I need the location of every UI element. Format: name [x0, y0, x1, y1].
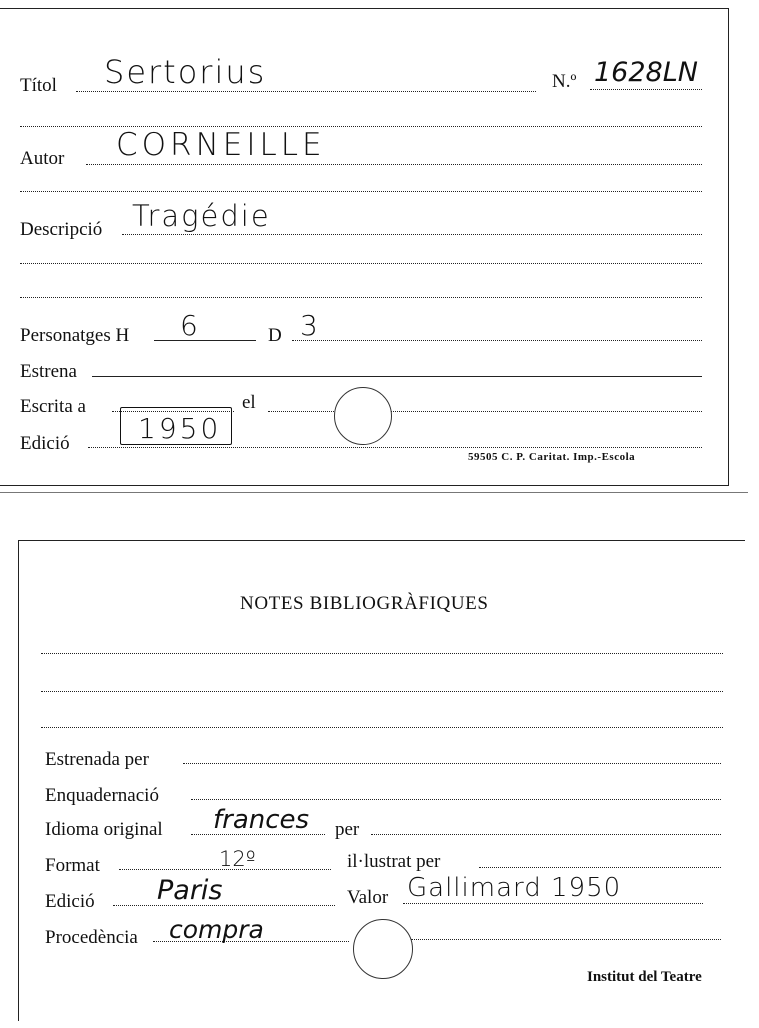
- personatges-h-line: [154, 340, 256, 341]
- punch-hole: [353, 919, 413, 979]
- edicio-back-label: Edició: [45, 891, 95, 912]
- estrenada-label: Estrenada per: [45, 749, 149, 770]
- idioma-value: frances: [213, 805, 310, 835]
- titol-label: Títol: [20, 75, 57, 96]
- autor-value: CORNEILLE: [116, 127, 326, 163]
- titol-value: Sertorius: [104, 53, 267, 91]
- format-label: Format: [45, 855, 100, 876]
- edicio-line: [88, 447, 702, 448]
- catalog-card-back: [18, 540, 745, 1021]
- descripcio-label: Descripció: [20, 219, 103, 240]
- titol-line: [76, 91, 536, 92]
- valor-line: [403, 903, 703, 904]
- blank-line: [20, 191, 702, 192]
- procedencia-line-2: [411, 939, 721, 940]
- estrena-label: Estrena: [20, 361, 77, 382]
- catalog-card-front: [0, 8, 729, 486]
- printer-imprint: 59505 C. P. Caritat. Imp.-Escola: [468, 451, 636, 463]
- procedencia-value: compra: [169, 915, 264, 944]
- blank-line: [20, 297, 702, 298]
- illustrat-label: il·lustrat per: [347, 851, 441, 872]
- escrita-label: Escrita a: [20, 396, 86, 417]
- valor-label: Valor: [347, 887, 389, 908]
- personatges-d-label: D: [268, 325, 282, 346]
- edicio-value: 1950: [138, 412, 222, 445]
- numero-label: N.º: [552, 71, 577, 92]
- numero-value: 1628LN: [594, 57, 698, 88]
- enquadernacio-line: [191, 799, 721, 800]
- idioma-per-line: [371, 834, 721, 835]
- blank-line: [41, 653, 723, 654]
- format-value: 12º: [219, 847, 256, 871]
- valor-value: Gallimard 1950: [407, 873, 622, 903]
- personatges-label: Personatges H: [20, 325, 130, 346]
- estrenada-line: [183, 763, 721, 764]
- edicio-back-line: [113, 905, 335, 906]
- personatges-d-line: [292, 340, 702, 341]
- el-label: el: [242, 392, 256, 413]
- descripcio-line: [122, 234, 702, 235]
- institution-label: Institut del Teatre: [587, 969, 702, 985]
- enquadernacio-label: Enquadernació: [45, 785, 159, 806]
- blank-line: [41, 691, 723, 692]
- punch-hole: [334, 387, 392, 445]
- autor-label: Autor: [20, 148, 65, 169]
- autor-line: [86, 164, 702, 165]
- blank-line: [41, 727, 723, 728]
- illustrat-line: [479, 867, 721, 868]
- procedencia-label: Procedència: [45, 927, 138, 948]
- idioma-per-label: per: [335, 819, 360, 840]
- blank-line: [20, 263, 702, 264]
- personatges-h-value: 6: [180, 309, 200, 342]
- el-line: [268, 411, 702, 412]
- personatges-d-value: 3: [300, 309, 320, 342]
- descripcio-value: Tragédie: [132, 199, 271, 233]
- edicio-back-value: Paris: [157, 875, 223, 906]
- estrena-line: [92, 376, 702, 377]
- edicio-label: Edició: [20, 433, 70, 454]
- idioma-label: Idioma original: [45, 819, 163, 840]
- card-divider: [0, 492, 748, 493]
- notes-heading: NOTES BIBLIOGRÀFIQUES: [240, 593, 489, 614]
- numero-line: [590, 89, 702, 90]
